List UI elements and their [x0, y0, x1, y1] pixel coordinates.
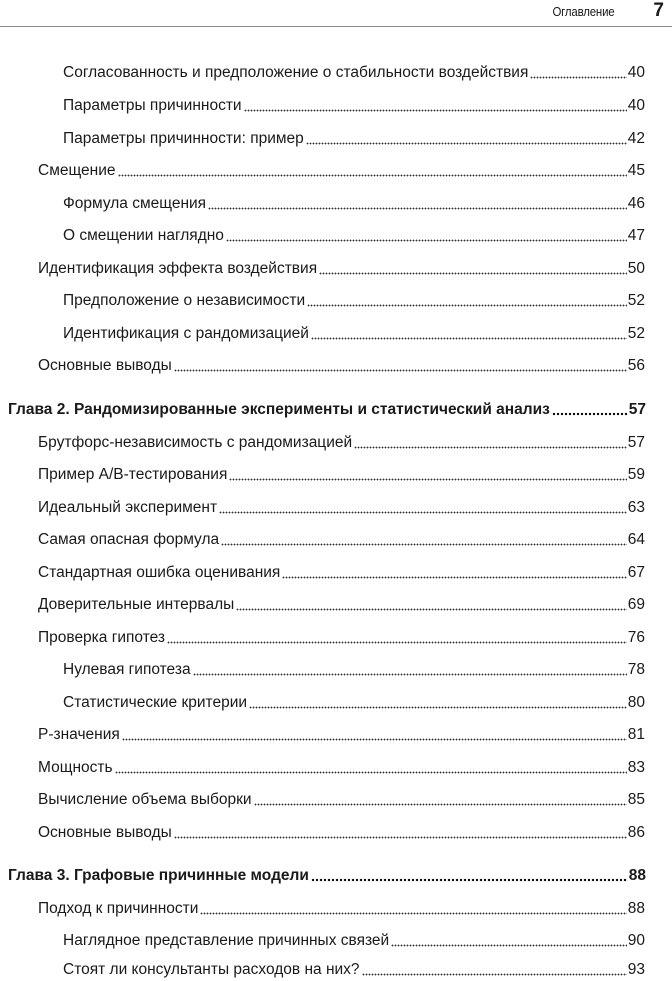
toc-entry-page: 83 [627, 759, 645, 776]
dot-leader [118, 173, 627, 177]
page-number: 7 [653, 0, 664, 21]
toc-entry-title: P-значения [38, 726, 120, 743]
toc-chapter-page: 88 [628, 867, 646, 884]
toc-entry-page: 63 [627, 499, 645, 516]
toc-entry-title: Стоят ли консультанты расходов на них? [63, 961, 360, 978]
toc-entry[interactable] [38, 756, 645, 778]
toc-entry-title: О смещении наглядно [63, 227, 224, 244]
toc-entry[interactable] [38, 496, 645, 518]
toc-entry-page: 50 [627, 260, 645, 277]
toc-entry-title: Согласованность и предположение о стабильности воздействия [63, 64, 529, 81]
dot-leader [115, 770, 627, 774]
toc-entry-page: 52 [627, 292, 645, 309]
toc-entry-page: 42 [627, 130, 645, 147]
dot-leader [249, 705, 627, 709]
toc-entry-title: Идеальный эксперимент [38, 499, 218, 516]
toc-entry-page: 81 [627, 726, 645, 743]
dot-leader [219, 510, 627, 514]
dot-leader [167, 640, 627, 644]
toc-entry-page: 86 [627, 824, 645, 841]
toc-entry-page: 90 [627, 932, 645, 949]
dot-leader [193, 672, 627, 676]
dot-leader [319, 271, 627, 275]
toc-entry-page: 47 [627, 227, 645, 244]
toc-chapter-2[interactable] [8, 398, 646, 420]
dot-leader [226, 238, 627, 242]
toc-chapter-page: 57 [628, 401, 646, 418]
toc-entry-title: Наглядное представление причинных связей [63, 932, 390, 949]
dot-leader [307, 303, 627, 307]
toc-entry-title: Основные выводы [38, 824, 172, 841]
toc-entry-page: 40 [627, 97, 645, 114]
dot-leader [311, 336, 627, 340]
toc-entry[interactable] [63, 658, 645, 680]
dot-leader [229, 477, 626, 481]
toc-entry-title: Доверительные интервалы [38, 596, 235, 613]
toc-entry[interactable] [63, 289, 645, 311]
toc-entry-title: Брутфорс-независимость с рандомизацией [38, 434, 353, 451]
toc-entry-page: 69 [627, 596, 645, 613]
toc-entry[interactable] [38, 528, 645, 550]
toc-entry-page: 46 [627, 195, 645, 212]
toc-entry[interactable] [38, 431, 645, 453]
toc-entry-page: 40 [627, 64, 645, 81]
toc-entry-page: 93 [627, 961, 645, 978]
toc-entry[interactable] [63, 94, 645, 116]
toc-entry-page: 78 [627, 661, 645, 678]
dot-leader [552, 412, 628, 416]
toc-entry-title: Подход к причинности [38, 900, 199, 917]
dot-leader [174, 368, 627, 372]
toc-entry[interactable] [38, 788, 645, 810]
toc-entry-title: Самая опасная формула [38, 531, 220, 548]
toc-entry-title: Основные выводы [38, 357, 172, 374]
toc-entry[interactable] [63, 929, 645, 951]
toc-entry-title: Идентификация эффекта воздействия [38, 260, 318, 277]
toc-entry-page: 45 [627, 162, 645, 179]
toc-entry-title: Проверка гипотез [38, 629, 166, 646]
toc-entry[interactable] [38, 463, 645, 485]
dot-leader [236, 607, 626, 611]
toc-entry-title: Мощность [38, 759, 113, 776]
dot-leader [200, 911, 626, 915]
toc-entry[interactable] [63, 224, 645, 246]
toc-entry-title: Стандартная ошибка оценивания [38, 564, 281, 581]
toc-entry-title: Нулевая гипотеза [63, 661, 191, 678]
toc-chapter-3[interactable] [8, 864, 646, 886]
dot-leader [244, 108, 627, 112]
toc-entry-page: 59 [627, 466, 645, 483]
toc-entry-page: 88 [627, 900, 645, 917]
toc-entry[interactable] [38, 821, 645, 843]
dot-leader [530, 75, 626, 79]
toc-chapter-title: Глава 2. Рандомизированные эксперименты и статистический анализ [8, 401, 550, 418]
toc-entry-title: Идентификация с рандомизацией [63, 325, 309, 342]
dot-leader [306, 141, 627, 145]
toc-chapter-title: Глава 3. Графовые причинные модели [8, 867, 309, 884]
dot-leader [122, 737, 627, 741]
dot-leader [254, 802, 627, 806]
toc-entry[interactable] [38, 354, 645, 376]
toc-entry[interactable] [38, 257, 645, 279]
running-header [0, 0, 672, 27]
running-header-title: Оглавление [551, 4, 614, 19]
toc-entry-page: 80 [627, 694, 645, 711]
toc-entry-title: Вычисление объема выборки [38, 791, 252, 808]
toc-entry[interactable] [38, 897, 645, 919]
dot-leader [354, 445, 627, 449]
toc-entry-page: 76 [627, 629, 645, 646]
toc-entry[interactable] [38, 593, 645, 615]
toc-entry-page: 85 [627, 791, 645, 808]
toc-entry-title: Параметры причинности: пример [63, 130, 304, 147]
dot-leader [282, 575, 626, 579]
toc-entry[interactable] [38, 561, 645, 583]
toc-entry-title: Предположение о независимости [63, 292, 306, 309]
toc-entry-title: Смещение [38, 162, 116, 179]
toc-entry-page: 52 [627, 325, 645, 342]
toc-entry[interactable] [63, 127, 645, 149]
toc-entry-title: Параметры причинности [63, 97, 242, 114]
toc-entry-page: 56 [627, 357, 645, 374]
toc-entry-page: 57 [627, 434, 645, 451]
dot-leader [208, 206, 627, 210]
dot-leader [362, 972, 627, 976]
toc-entry[interactable] [38, 723, 645, 745]
toc-entry-page: 64 [627, 531, 645, 548]
dot-leader [221, 542, 627, 546]
toc-entry[interactable] [63, 958, 645, 980]
toc-entry[interactable] [63, 691, 645, 713]
toc-entry-page: 67 [627, 564, 645, 581]
toc-entry[interactable] [63, 192, 645, 214]
toc-entry[interactable] [63, 61, 645, 83]
toc-entry-title: Пример A/B-тестирования [38, 466, 228, 483]
dot-leader [174, 835, 627, 839]
dot-leader [311, 878, 628, 882]
toc-entry[interactable] [63, 322, 645, 344]
toc-entry[interactable] [38, 159, 645, 181]
toc-entry-title: Статистические критерии [63, 694, 248, 711]
toc-entry[interactable] [38, 626, 645, 648]
toc-entry-title: Формула смещения [63, 195, 207, 212]
dot-leader [391, 943, 627, 947]
